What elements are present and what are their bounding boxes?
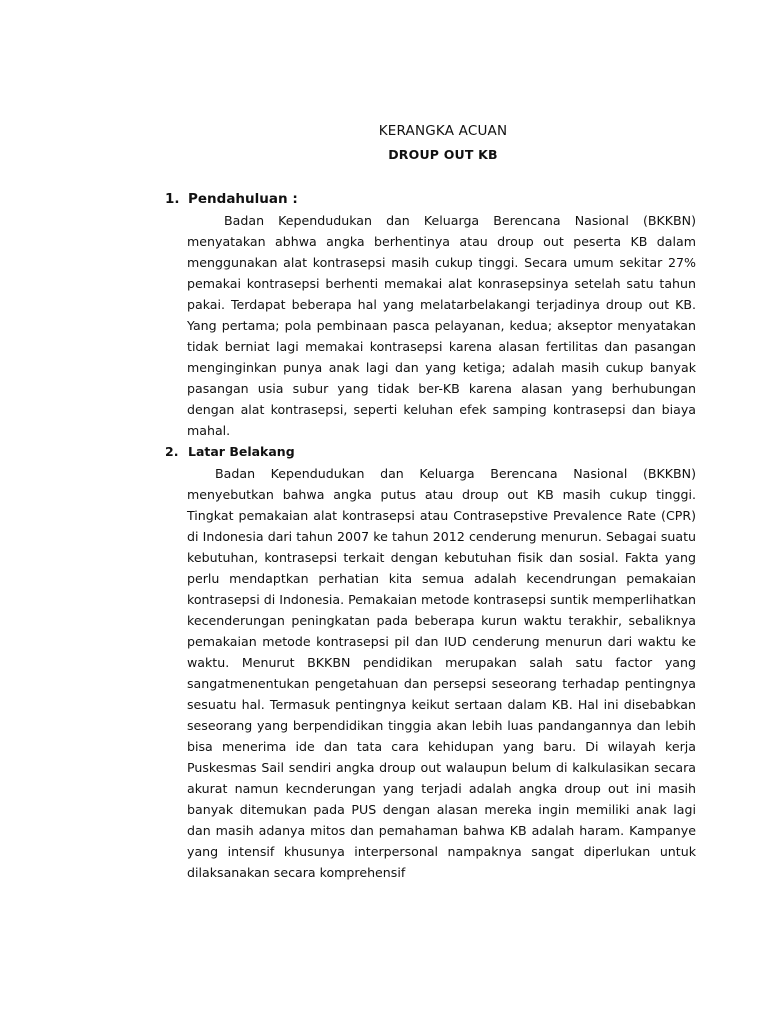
document-subtitle: DROUP OUT KB — [388, 147, 498, 162]
section-heading-text: Pendahuluan : — [188, 191, 298, 207]
section-heading-pendahuluan — [165, 191, 298, 207]
section-number: 2. — [165, 444, 179, 459]
section-heading-latar-belakang — [165, 444, 295, 459]
section-number: 1. — [165, 191, 180, 207]
document-title: KERANGKA ACUAN — [378, 123, 508, 139]
section-body-latar-belakang: Badan Kependudukan dan Keluarga Berencana Nasional (BKKBN) menyebutkan bahwa angka putus atau droup out KB masih cukup tinggi. Tingkat pemakaian alat kontrasepsi atau Contrasepstive Prevalence Rate (CPR) di Indonesia dari tahun 2007 ke tahun 2012 cenderung menurun. Sebagai suatu kebutuhan, kontrasepsi terkait dengan kebutuhan fisik dan sosial. Fakta yang perlu mendaptkan perhatian kita semua adalah kecendrungan pemakaian kontrasepsi di Indonesia. Pemakaian metode kontrasepsi suntik memperlihatkan kecenderungan peningkatan pada beberapa kurun waktu terakhir, sebaliknya pemakaian metode kontrasepsi pil dan IUD cenderung menurun dari waktu ke waktu. Menurut BKKBN pendidikan merupakan salah satu factor yang sangatmenentukan pengetahuan dan persepsi seseorang terhadap pentingnya sesuatu hal. Termasuk pentingnya keikut sertaan dalam KB. Hal ini disebabkan seseorang yang berpendidikan tinggia akan lebih luas pandangannya dan lebih bisa menerima ide dan tata cara kehidupan yang baru. Di wilayah kerja Puskesmas Sail sendiri angka droup out walaupun belum di kalkulasikan secara akurat namun kecnderungan yang terjadi adalah angka droup out ini masih banyak ditemukan pada PUS dengan alasan mereka ingin memiliki anak lagi dan masih adanya mitos dan pemahaman bahwa KB adalah haram. Kampanye yang intensif khusunya interpersonal nampaknya sangat diperlukan untuk dilaksanakan secara komprehensif — [187, 466, 697, 880]
section-heading-text: Latar Belakang — [188, 444, 295, 459]
section-body-pendahuluan: Badan Kependudukan dan Keluarga Berencana Nasional (BKKBN) menyatakan abhwa angka berhentinya atau droup out peserta KB dalam menggunakan alat kontrasepsi masih cukup tinggi. Secara umum sekitar 27% pemakai kontrasepsi berhenti memakai alat konrasepsinya setelah satu tahun pakai. Terdapat beberapa hal yang melatarbelakangi terjadinya droup out KB. Yang pertama; pola pembinaan pasca pelayanan, kedua; akseptor menyatakan tidak berniat lagi memakai kontrasepsi karena alasan fertilitas dan pasangan menginginkan punya anak lagi dan yang ketiga; adalah masih cukup banyak pasangan usia subur yang tidak ber-KB karena alasan yang berhubungan dengan alat kontrasepsi, seperti keluhan efek samping kontrasepsi dan biaya mahal. — [187, 213, 696, 438]
